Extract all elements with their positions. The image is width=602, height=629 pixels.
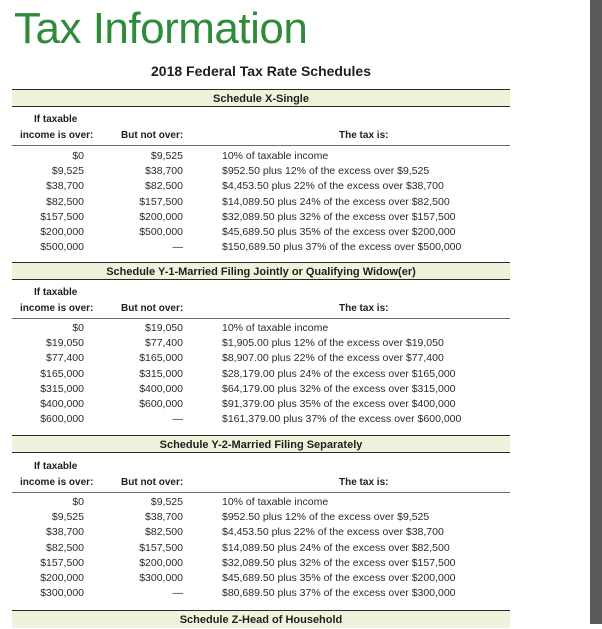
- income-over-cell: $38,700: [46, 180, 84, 193]
- income-over-cell: $19,050: [46, 337, 84, 350]
- income-over-cell: $315,000: [40, 382, 84, 395]
- income-over-cell: $82,500: [46, 541, 84, 554]
- table-title: 2018 Federal Tax Rate Schedules: [151, 63, 371, 79]
- tax-formula-cell: $1,905.00 plus 12% of the excess over $19,050: [222, 337, 444, 350]
- tax-formula-cell: $952.50 plus 12% of the excess over $9,525: [222, 165, 430, 178]
- tax-formula-cell: $14,089.50 plus 24% of the excess over $82,500: [222, 195, 450, 208]
- schedule-x-heading: Schedule X-Single: [12, 89, 510, 107]
- column-header-not-over: But not over:: [121, 477, 184, 488]
- table-row: [0, 336, 520, 351]
- tax-formula-cell: $80,689.50 plus 37% of the excess over $300,000: [222, 587, 456, 600]
- tax-formula-cell: $8,907.00 plus 22% of the excess over $77,400: [222, 352, 444, 365]
- income-over-cell: $9,525: [51, 511, 84, 524]
- tax-formula-cell: 10% of taxable income: [222, 150, 329, 162]
- not-over-cell: $315,000: [139, 367, 183, 380]
- header-divider: [12, 145, 510, 146]
- not-over-cell: $165,000: [139, 352, 183, 365]
- table-row: [0, 382, 520, 397]
- header-line-2: income is over:: [20, 477, 94, 488]
- not-over-cell: —: [172, 241, 183, 254]
- table-row: [0, 164, 520, 179]
- not-over-cell: —: [172, 587, 183, 600]
- column-header-tax: The tax is:: [339, 303, 389, 314]
- schedule-y1-heading: Schedule Y-1-Married Filing Jointly or Qualifying Widow(er): [12, 262, 510, 280]
- tax-formula-cell: $32,089.50 plus 32% of the excess over $157,500: [222, 556, 456, 569]
- tax-formula-cell: 10% of taxable income: [222, 496, 329, 508]
- not-over-cell: $500,000: [139, 225, 183, 238]
- table-row: [0, 210, 520, 225]
- not-over-cell: $157,500: [139, 541, 183, 554]
- income-over-cell: $600,000: [40, 413, 84, 426]
- header-line-1: If taxable: [34, 461, 78, 472]
- income-over-cell: $165,000: [40, 367, 84, 380]
- page-title: Tax Information: [14, 4, 308, 53]
- table-row: [0, 195, 520, 210]
- tax-formula-cell: $91,379.00 plus 35% of the excess over $400,000: [222, 397, 456, 410]
- table-row: [0, 571, 520, 586]
- not-over-cell: $9,525: [150, 496, 183, 508]
- tax-formula-cell: 10% of taxable income: [222, 322, 329, 334]
- header-line-2: income is over:: [20, 130, 94, 141]
- income-over-cell: $200,000: [40, 571, 84, 584]
- header-line-2: income is over:: [20, 303, 94, 314]
- not-over-cell: $82,500: [145, 526, 183, 539]
- tax-formula-cell: $28,179.00 plus 24% of the excess over $165,000: [222, 367, 456, 380]
- tax-formula-cell: $4,453.50 plus 22% of the excess over $38,700: [222, 526, 444, 539]
- table-row: [0, 225, 520, 240]
- table-row: [0, 495, 520, 510]
- not-over-cell: $400,000: [139, 382, 183, 395]
- column-header-not-over: But not over:: [121, 303, 184, 314]
- column-header-not-over: But not over:: [121, 130, 184, 141]
- not-over-cell: $300,000: [139, 571, 183, 584]
- table-row: [0, 149, 520, 164]
- income-over-cell: $0: [72, 322, 84, 334]
- income-over-cell: $9,525: [51, 165, 84, 178]
- column-header-tax: The tax is:: [339, 477, 389, 488]
- not-over-cell: $82,500: [145, 180, 183, 193]
- table-row: [0, 240, 520, 255]
- tax-formula-cell: $64,179.00 plus 32% of the excess over $315,000: [222, 382, 456, 395]
- schedule-z-heading: Schedule Z-Head of Household: [12, 610, 510, 628]
- not-over-cell: —: [172, 413, 183, 426]
- income-over-cell: $200,000: [40, 225, 84, 238]
- tax-formula-cell: $150,689.50 plus 37% of the excess over $500,000: [222, 241, 462, 254]
- not-over-cell: $600,000: [139, 397, 183, 410]
- not-over-cell: $9,525: [150, 150, 183, 162]
- income-over-cell: $77,400: [46, 352, 84, 365]
- table-row: [0, 351, 520, 366]
- income-over-cell: $0: [72, 150, 84, 162]
- header-divider: [12, 318, 510, 319]
- income-over-cell: $38,700: [46, 526, 84, 539]
- schedule-y1-rows: [0, 321, 520, 427]
- income-over-cell: $300,000: [40, 587, 84, 600]
- income-over-cell: $0: [72, 496, 84, 508]
- not-over-cell: $157,500: [139, 195, 183, 208]
- income-over-cell: $500,000: [40, 241, 84, 254]
- table-row: [0, 367, 520, 382]
- table-row: [0, 397, 520, 412]
- income-over-cell: $82,500: [46, 195, 84, 208]
- column-header-income-over: [20, 285, 98, 317]
- table-row: [0, 510, 520, 525]
- header-divider: [12, 492, 510, 493]
- table-row: [0, 556, 520, 571]
- tax-formula-cell: $45,689.50 plus 35% of the excess over $200,000: [222, 571, 456, 584]
- header-line-1: If taxable: [34, 287, 78, 298]
- header-line-1: If taxable: [34, 114, 78, 125]
- table-row: [0, 321, 520, 336]
- tax-formula-cell: $45,689.50 plus 35% of the excess over $200,000: [222, 225, 456, 238]
- column-header-income-over: [20, 112, 98, 144]
- income-over-cell: $400,000: [40, 397, 84, 410]
- table-row: [0, 541, 520, 556]
- not-over-cell: $19,050: [145, 322, 183, 334]
- schedule-x-rows: [0, 149, 520, 255]
- schedule-y2-rows: [0, 495, 520, 601]
- table-row: [0, 179, 520, 194]
- column-header-income-over: [20, 459, 98, 491]
- tax-formula-cell: $952.50 plus 12% of the excess over $9,525: [222, 511, 430, 524]
- not-over-cell: $200,000: [139, 210, 183, 223]
- income-over-cell: $157,500: [40, 210, 84, 223]
- tax-formula-cell: $32,089.50 plus 32% of the excess over $157,500: [222, 210, 456, 223]
- table-row: [0, 412, 520, 427]
- not-over-cell: $200,000: [139, 556, 183, 569]
- tax-formula-cell: $161,379.00 plus 37% of the excess over $600,000: [222, 413, 462, 426]
- not-over-cell: $38,700: [145, 511, 183, 524]
- right-edge-bar: [590, 0, 602, 624]
- tax-formula-cell: $14,089.50 plus 24% of the excess over $82,500: [222, 541, 450, 554]
- schedule-y2-heading: Schedule Y-2-Married Filing Separately: [12, 435, 510, 453]
- table-row: [0, 525, 520, 540]
- tax-formula-cell: $4,453.50 plus 22% of the excess over $38,700: [222, 180, 444, 193]
- not-over-cell: $38,700: [145, 165, 183, 178]
- income-over-cell: $157,500: [40, 556, 84, 569]
- column-header-tax: The tax is:: [339, 130, 389, 141]
- table-row: [0, 586, 520, 601]
- not-over-cell: $77,400: [145, 337, 183, 350]
